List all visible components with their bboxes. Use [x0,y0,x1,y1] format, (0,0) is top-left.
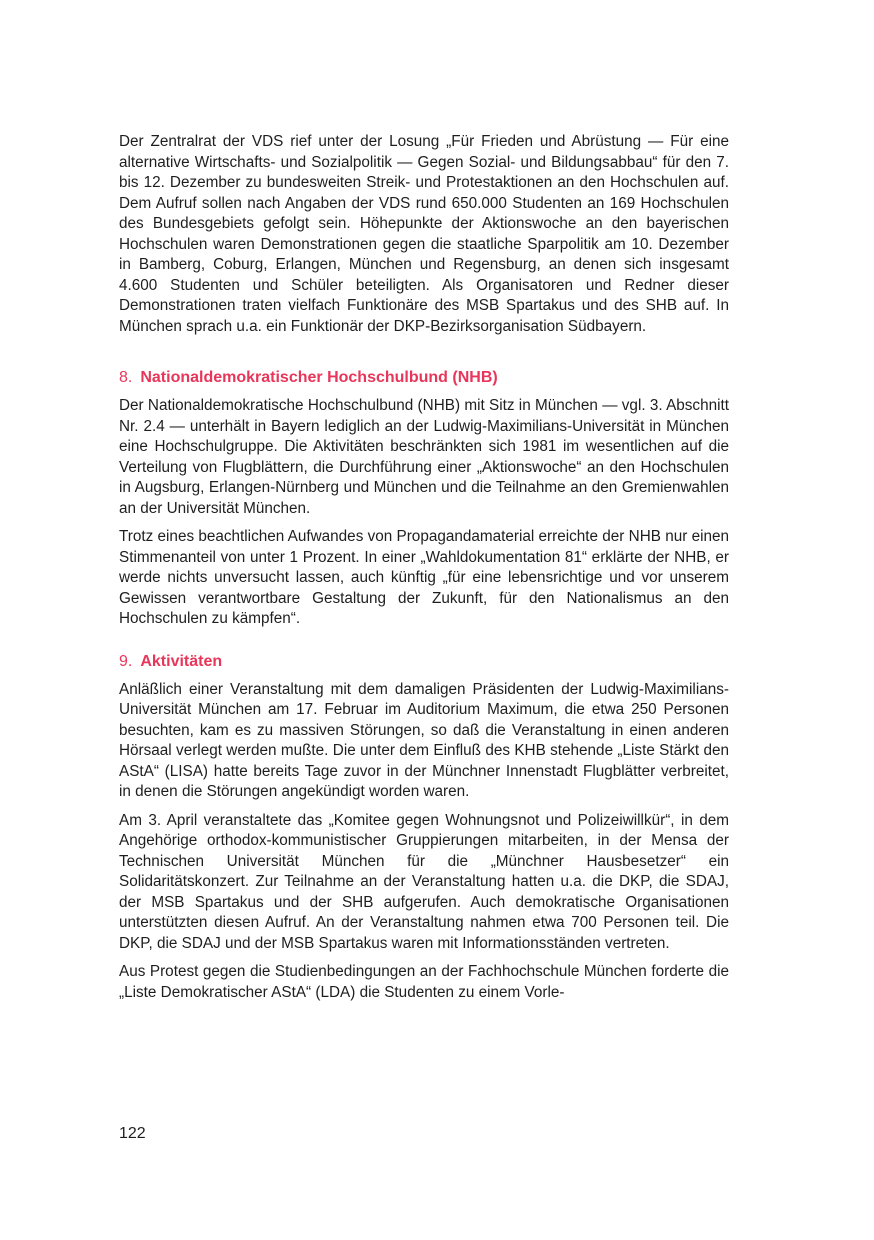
section-9-number: 9. [119,652,133,670]
section-8-paragraph-2: Trotz eines beachtlichen Aufwandes von Propagandamaterial erreichte der NHB nur einen Stimmenanteil von unter 1 Prozent. In einer „Wahldokumentation 81“ erklärte der NHB, er werde nichts unversucht lassen, auch künftig „für eine lebensrichtige und vor unserem Gewissen verantwortbare Gestaltung der Zukunft, für den Nationalismus an den Hochschulen zu kämpfen“. [119,528,729,627]
document-page [119,132,729,1003]
section-9-title: Aktivitäten [140,652,223,670]
section-9-heading [119,651,729,672]
intro-paragraph: Der Zentralrat der VDS rief unter der Losung „Für Frieden und Abrüstung — Für eine alternative Wirtschafts- und Sozialpolitik — Gegen Sozial- und Bildungsabbau“ für den 7. bis 12. Dezember zu bundesweiten Streik- und Protestaktionen an den Hochschulen auf. Dem Aufruf sollen nach Angaben der VDS rund 650.000 Studenten an 169 Hochschulen des Bundesgebiets gefolgt sein. Höhepunkte der Aktionswoche an den bayerischen Hochschulen waren Demonstrationen gegen die staatliche Sparpolitik am 10. Dezember in Bamberg, Coburg, Erlangen, München und Regensburg, an denen sich insgesamt 4.600 Studenten und Schüler beteiligten. Als Organisatoren und Redner dieser Demonstrationen traten vielfach Funktionäre des MSB Spartakus und des SHB auf. In München sprach u.a. ein Funktionär der DKP-Bezirksorganisation Südbayern. [119,133,729,335]
section-9-paragraph-1: Anläßlich einer Veranstaltung mit dem damaligen Präsidenten der Ludwig-Maximilians-Universität München am 17. Februar im Auditorium Maximum, die etwa 250 Personen besuchten, kam es zu massiven Störungen, so daß die Veranstaltung in einen anderen Hörsaal verlegt werden mußte. Die unter dem Einfluß des KHB stehende „Liste Stärkt den AStA“ (LISA) hatte bereits Tage zuvor in der Münchner Innenstadt Flugblätter verbreitet, in denen die Störungen angekündigt worden waren. [119,680,729,800]
section-9-paragraph-2: Am 3. April veranstaltete das „Komitee gegen Wohnungsnot und Polizeiwillkür“, in dem Angehörige orthodox-kommunistischer Gruppierungen mitarbeiten, in der Mensa der Technischen Universität München für die „Münchner Hausbesetzer“ ein Solidaritätskonzert. Zur Teilnahme an der Veranstaltung hatten u.a. die DKP, die SDAJ, der MSB Spartakus und der SHB aufgerufen. Auch demokratische Organisationen unterstützten diesen Aufruf. An der Veranstaltung nahmen etwa 700 Personen teil. Die DKP, die SDAJ und der MSB Spartakus waren mit Informationsständen vertreten. [119,811,729,952]
section-8-paragraph-1: Der Nationaldemokratische Hochschulbund (NHB) mit Sitz in München — vgl. 3. Abschnitt Nr. 2.4 — unterhält in Bayern lediglich an der Ludwig-Maximilians-Universität in München eine Hochschulgruppe. Die Aktivitäten beschränkten sich 1981 im wesentlichen auf die Verteilung von Flugblättern, die Durchführung einer „Aktionswoche“ an den Hochschulen in Augsburg, Erlangen-Nürnberg und München und die Teilnahme an den Gremienwahlen an der Universität München. [119,397,729,517]
section-9-paragraph-3: Aus Protest gegen die Studienbedingungen an der Fachhochschule München forderte die „Liste Demokratischer AStA“ (LDA) die Studenten zu einem Vorle- [119,963,729,1001]
section-8-title: Nationaldemokratischer Hochschulbund (NHB) [140,369,498,386]
page-number: 122 [119,1125,146,1142]
section-8-heading [119,367,729,388]
section-8-number: 8. [119,369,133,386]
